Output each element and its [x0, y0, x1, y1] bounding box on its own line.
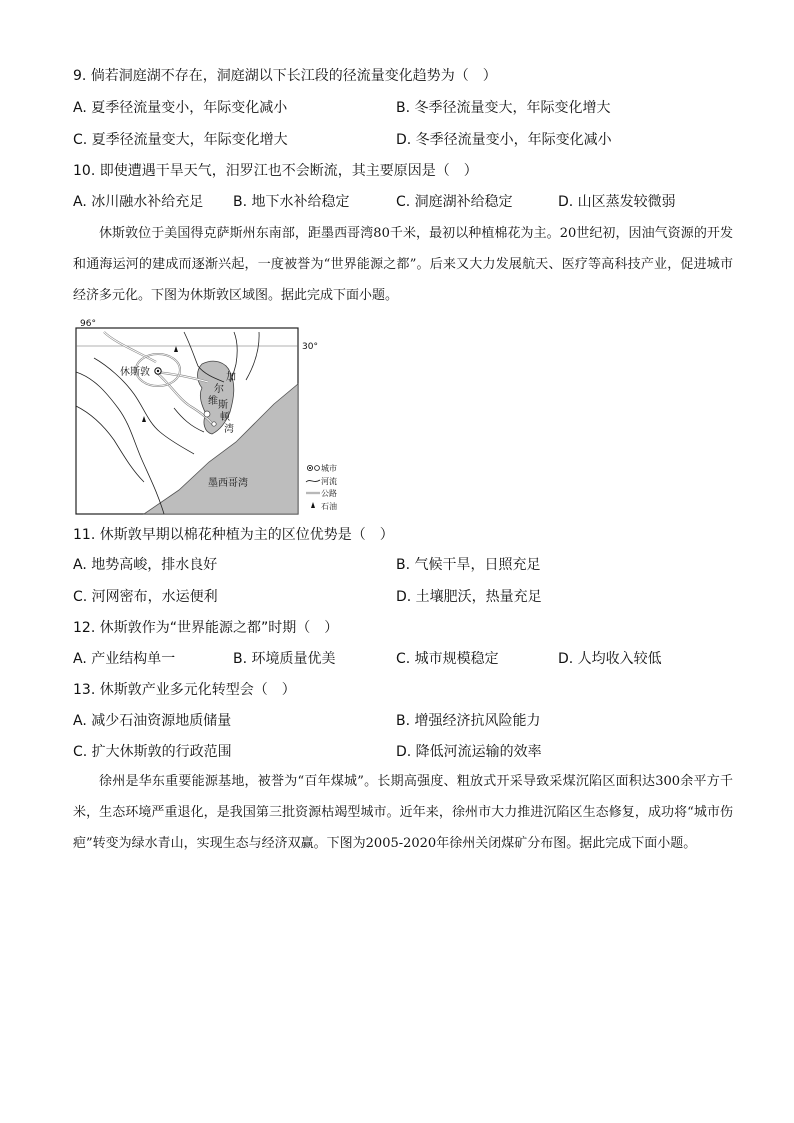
q12-option-a: A. 产业结构单一 — [73, 651, 176, 667]
map-legend — [306, 463, 337, 511]
q10-option-a: A. 冰川融水补给充足 — [73, 194, 204, 210]
q11-option-a: A. 地势高峻，排水良好 — [73, 557, 218, 573]
q11-option-c: C. 河网密布，水运便利 — [73, 589, 218, 605]
q9-option-b: B. 冬季径流量变大，年际变化增大 — [396, 100, 611, 116]
q10-option-c: C. 洞庭湖补给稳定 — [396, 194, 513, 210]
bay-label-char: 加 — [226, 372, 236, 383]
legend-oil-icon — [311, 502, 315, 508]
longitude-label: 96° — [80, 319, 96, 329]
q12-option-d: D. 人均收入较低 — [558, 651, 662, 667]
q13-option-b: B. 增强经济抗风险能力 — [396, 713, 541, 729]
houston-region-map — [74, 319, 337, 516]
q10-option-d: D. 山区蒸发较微弱 — [558, 194, 676, 210]
legend-river-label: 河流 — [321, 477, 337, 486]
q9-option-c: C. 夏季径流量变大，年际变化增大 — [73, 132, 288, 148]
q13-option-d: D. 降低河流运输的效率 — [396, 744, 542, 760]
bay-label-char: 斯 — [218, 400, 228, 411]
q12-option-b: B. 环境质量优美 — [233, 651, 336, 667]
q9-stem: 9. 倘若洞庭湖不存在，洞庭湖以下长江段的径流量变化趋势为（ ） — [73, 68, 497, 84]
q11-stem: 11. 休斯敦早期以棉花种植为主的区位优势是（ ） — [73, 527, 394, 543]
passage-xuzhou: 徐州是华东重要能源基地，被誉为“百年煤城”。长期高强度、粗放式开采导致采煤沉陷区面积达300余平方千米，生态环境严重退化，是我国第三批资源枯竭型城市。近年来，徐州市大力推进沉陷区生态修复，成功将“城市伤疤”转变为绿水青山，实现生态与经济双赢。下图为2005-2020年徐州关闭煤矿分布图。据此完成下面小题。 — [73, 774, 733, 851]
bay-label-char: 湾 — [224, 424, 234, 435]
bay-label-char: 维 — [208, 396, 218, 407]
latitude-label: 30° — [302, 342, 318, 352]
q10-stem: 10. 即使遭遇干旱天气，汨罗江也不会断流，其主要原因是（ ） — [73, 163, 478, 179]
bay-label-char: 顿 — [220, 412, 230, 423]
q13-option-c: C. 扩大休斯敦的行政范围 — [73, 744, 232, 760]
bay-label-char: 尔 — [214, 384, 224, 395]
gulf-label: 墨西哥湾 — [208, 478, 248, 489]
city-label: 休斯敦 — [120, 367, 150, 378]
q9-option-a: A. 夏季径流量变小，年际变化减小 — [73, 100, 288, 116]
legend-city-label: 城市 — [321, 464, 337, 473]
q11-option-b: B. 气候干旱，日照充足 — [396, 557, 541, 573]
q9-option-d: D. 冬季径流量变小，年际变化减小 — [396, 132, 612, 148]
q13-stem: 13. 休斯敦产业多元化转型会（ ） — [73, 682, 296, 698]
q12-stem: 12. 休斯敦作为“世界能源之都”时期（ ） — [73, 620, 339, 636]
q10-option-b: B. 地下水补给稳定 — [233, 194, 350, 210]
legend-river-icon — [306, 480, 320, 482]
legend-oil-label: 石油 — [321, 502, 337, 511]
legend-road-label: 公路 — [321, 489, 337, 498]
q12-option-c: C. 城市规模稳定 — [396, 651, 499, 667]
q13-option-a: A. 减少石油资源地质储量 — [73, 713, 232, 729]
q11-option-d: D. 土壤肥沃，热量充足 — [396, 589, 542, 605]
passage-houston: 休斯敦位于美国得克萨斯州东南部，距墨西哥湾80千米，最初以种植棉花为主。20世纪初，因油气资源的开发和通海运河的建成而逐渐兴起，一度被誉为“世界能源之都”。后来又大力发展航天、医疗等高科技产业，促进城市经济多元化。下图为休斯敦区域图。据此完成下面小题。 — [73, 226, 733, 303]
